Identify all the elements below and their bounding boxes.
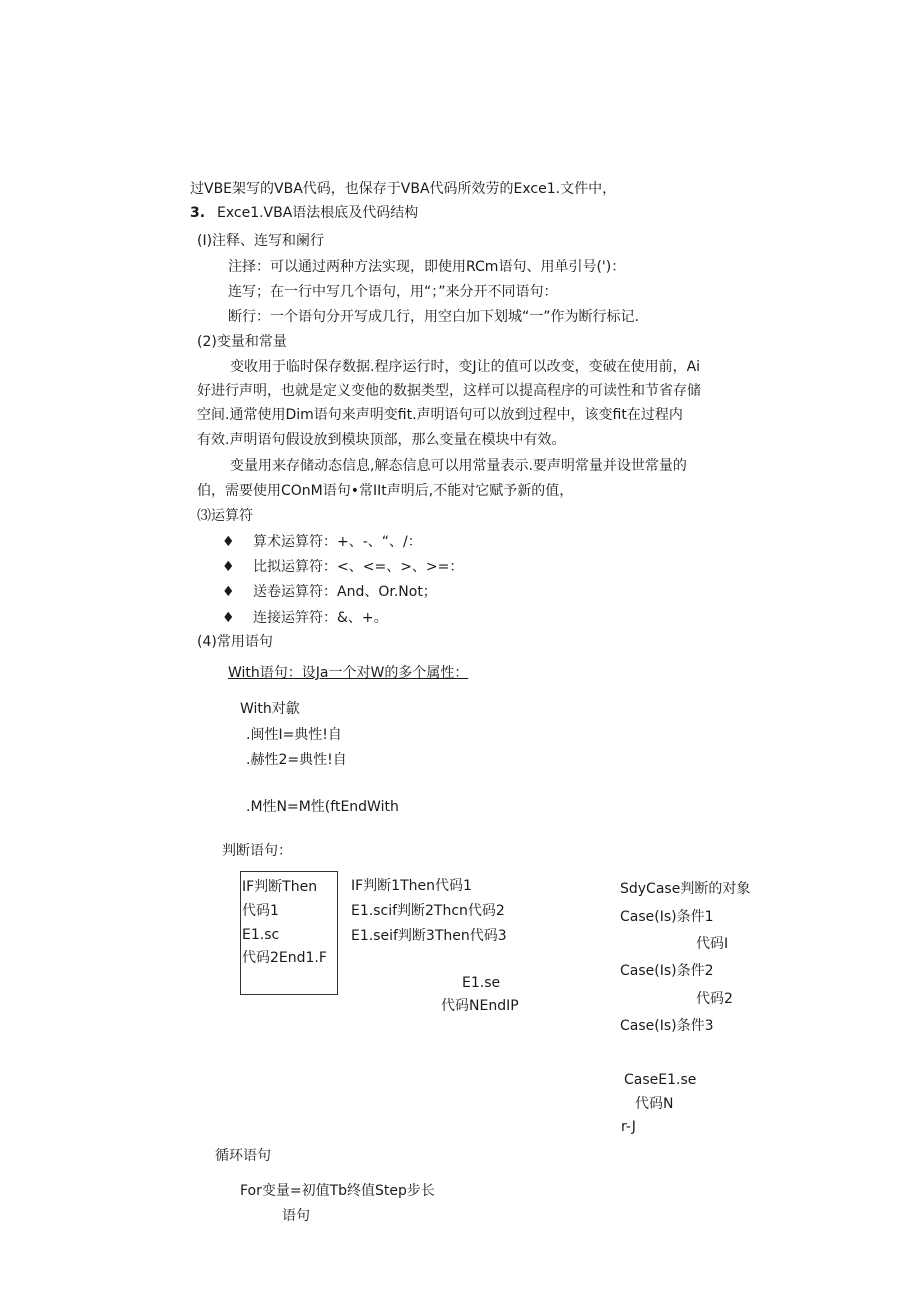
continue-line: 连写；在一行中写几个语句，用“；”来分开不同语句： bbox=[228, 284, 558, 300]
with-code-line: .M性N=M性(ftEndWith bbox=[246, 799, 399, 815]
if-box-line: E1.sc bbox=[242, 927, 280, 943]
select-case-line: Case(Is)条件1 bbox=[620, 909, 714, 925]
select-case-line: r-J bbox=[621, 1119, 636, 1135]
select-case-line: Case(Is)条件2 bbox=[620, 963, 714, 979]
section-3-number: 3. bbox=[190, 205, 206, 221]
if-box-line: IF判断Then bbox=[242, 879, 318, 895]
var-para-line: 空间.通常使用Dim语句来声明变fit.声明语句可以放到过程中，该变fit在过程内 bbox=[197, 407, 683, 423]
bullet-icon: ♦ bbox=[222, 534, 235, 550]
var-para-line: 好进行声明，也就是定义变他的数据类型，这样可以提高程序的可读性和节省存储 bbox=[197, 383, 701, 399]
operator-item: 送卷运算符：And、Or.Not； bbox=[253, 584, 437, 600]
judge-label: 判断语句： bbox=[222, 843, 292, 859]
select-case-line: 代码N bbox=[635, 1096, 674, 1112]
with-code-line: .闽性I=典性!自 bbox=[246, 727, 342, 743]
const-para-line: 变量用来存储动态信息,解态信息可以用常量表示.要声明常量并设世常量的 bbox=[230, 458, 687, 474]
if-box-line: 代码2End1.F bbox=[242, 950, 327, 966]
select-case-line: Case(Is)条件3 bbox=[620, 1018, 714, 1034]
bullet-icon: ♦ bbox=[222, 584, 235, 600]
const-para-line: 伯，需要使用COnM语句•常IIt声明后,不能对它赋予新的值， bbox=[197, 483, 574, 499]
sub4-heading: (4)常用语句 bbox=[197, 634, 273, 650]
operator-item: 比拟运算符：<、<=、>、>=： bbox=[253, 559, 464, 575]
select-case-line: SdyCase判断的对象 bbox=[620, 881, 751, 897]
var-para-line: 有效.声明语句假设放到模块顶部，那么变量在模块中有效。 bbox=[197, 432, 566, 448]
operator-item: 连接运笄符：&、+。 bbox=[253, 610, 388, 626]
select-case-line: 代码I bbox=[696, 936, 729, 952]
with-intro: With语句：设Ja一个对W的多个属性： bbox=[228, 665, 469, 681]
sub2-heading: (2)变量和常量 bbox=[197, 334, 287, 350]
operator-item: 算术运算符：+、-、“、/： bbox=[253, 534, 422, 550]
bullet-icon: ♦ bbox=[222, 559, 235, 575]
if-multi-line: E1.seif判断3Then代码3 bbox=[351, 928, 507, 944]
for-code-line: For变量=初值Tb终值Step步长 bbox=[240, 1183, 435, 1199]
for-code-line: 语句 bbox=[282, 1208, 310, 1224]
select-case-line: 代码2 bbox=[696, 991, 733, 1007]
if-box-line: 代码1 bbox=[242, 903, 279, 919]
sub3-heading: ⑶运算符 bbox=[197, 508, 253, 524]
comment-line: 注择：可以通过两种方法实现，即使用RCm语句、用单引号(')： bbox=[228, 259, 626, 275]
if-multi-line: IF判断1Then代码1 bbox=[351, 878, 472, 894]
sub1-heading: (I)注释、连写和阑行 bbox=[197, 233, 325, 249]
var-para-line: 变收用于临时保存数据.程序运行时，变J让的值可以改变，变破在使用前，Ai bbox=[230, 359, 701, 375]
with-code-line: With对歙 bbox=[240, 701, 300, 717]
linebreak-line: 断行：一个语句分开写成几行，用空白加下划城“一”作为断行标记. bbox=[228, 309, 639, 325]
if-else-line: E1.se bbox=[462, 975, 501, 991]
with-code-line: .赫性2=典性!自 bbox=[246, 752, 347, 768]
section-3-title: Exce1.VBA语法根底及代码结构 bbox=[217, 205, 419, 221]
loop-label: 循环语句 bbox=[215, 1148, 271, 1164]
intro-line: 过VBE架写的VBA代码，也保存于VBA代码所效劳的Exce1.文件中， bbox=[190, 181, 617, 197]
if-multi-line: E1.scif判断2Thcn代码2 bbox=[351, 903, 505, 919]
select-case-line: CaseE1.se bbox=[624, 1072, 697, 1088]
if-else-line: 代码NEndIP bbox=[441, 998, 519, 1014]
bullet-icon: ♦ bbox=[222, 610, 235, 626]
